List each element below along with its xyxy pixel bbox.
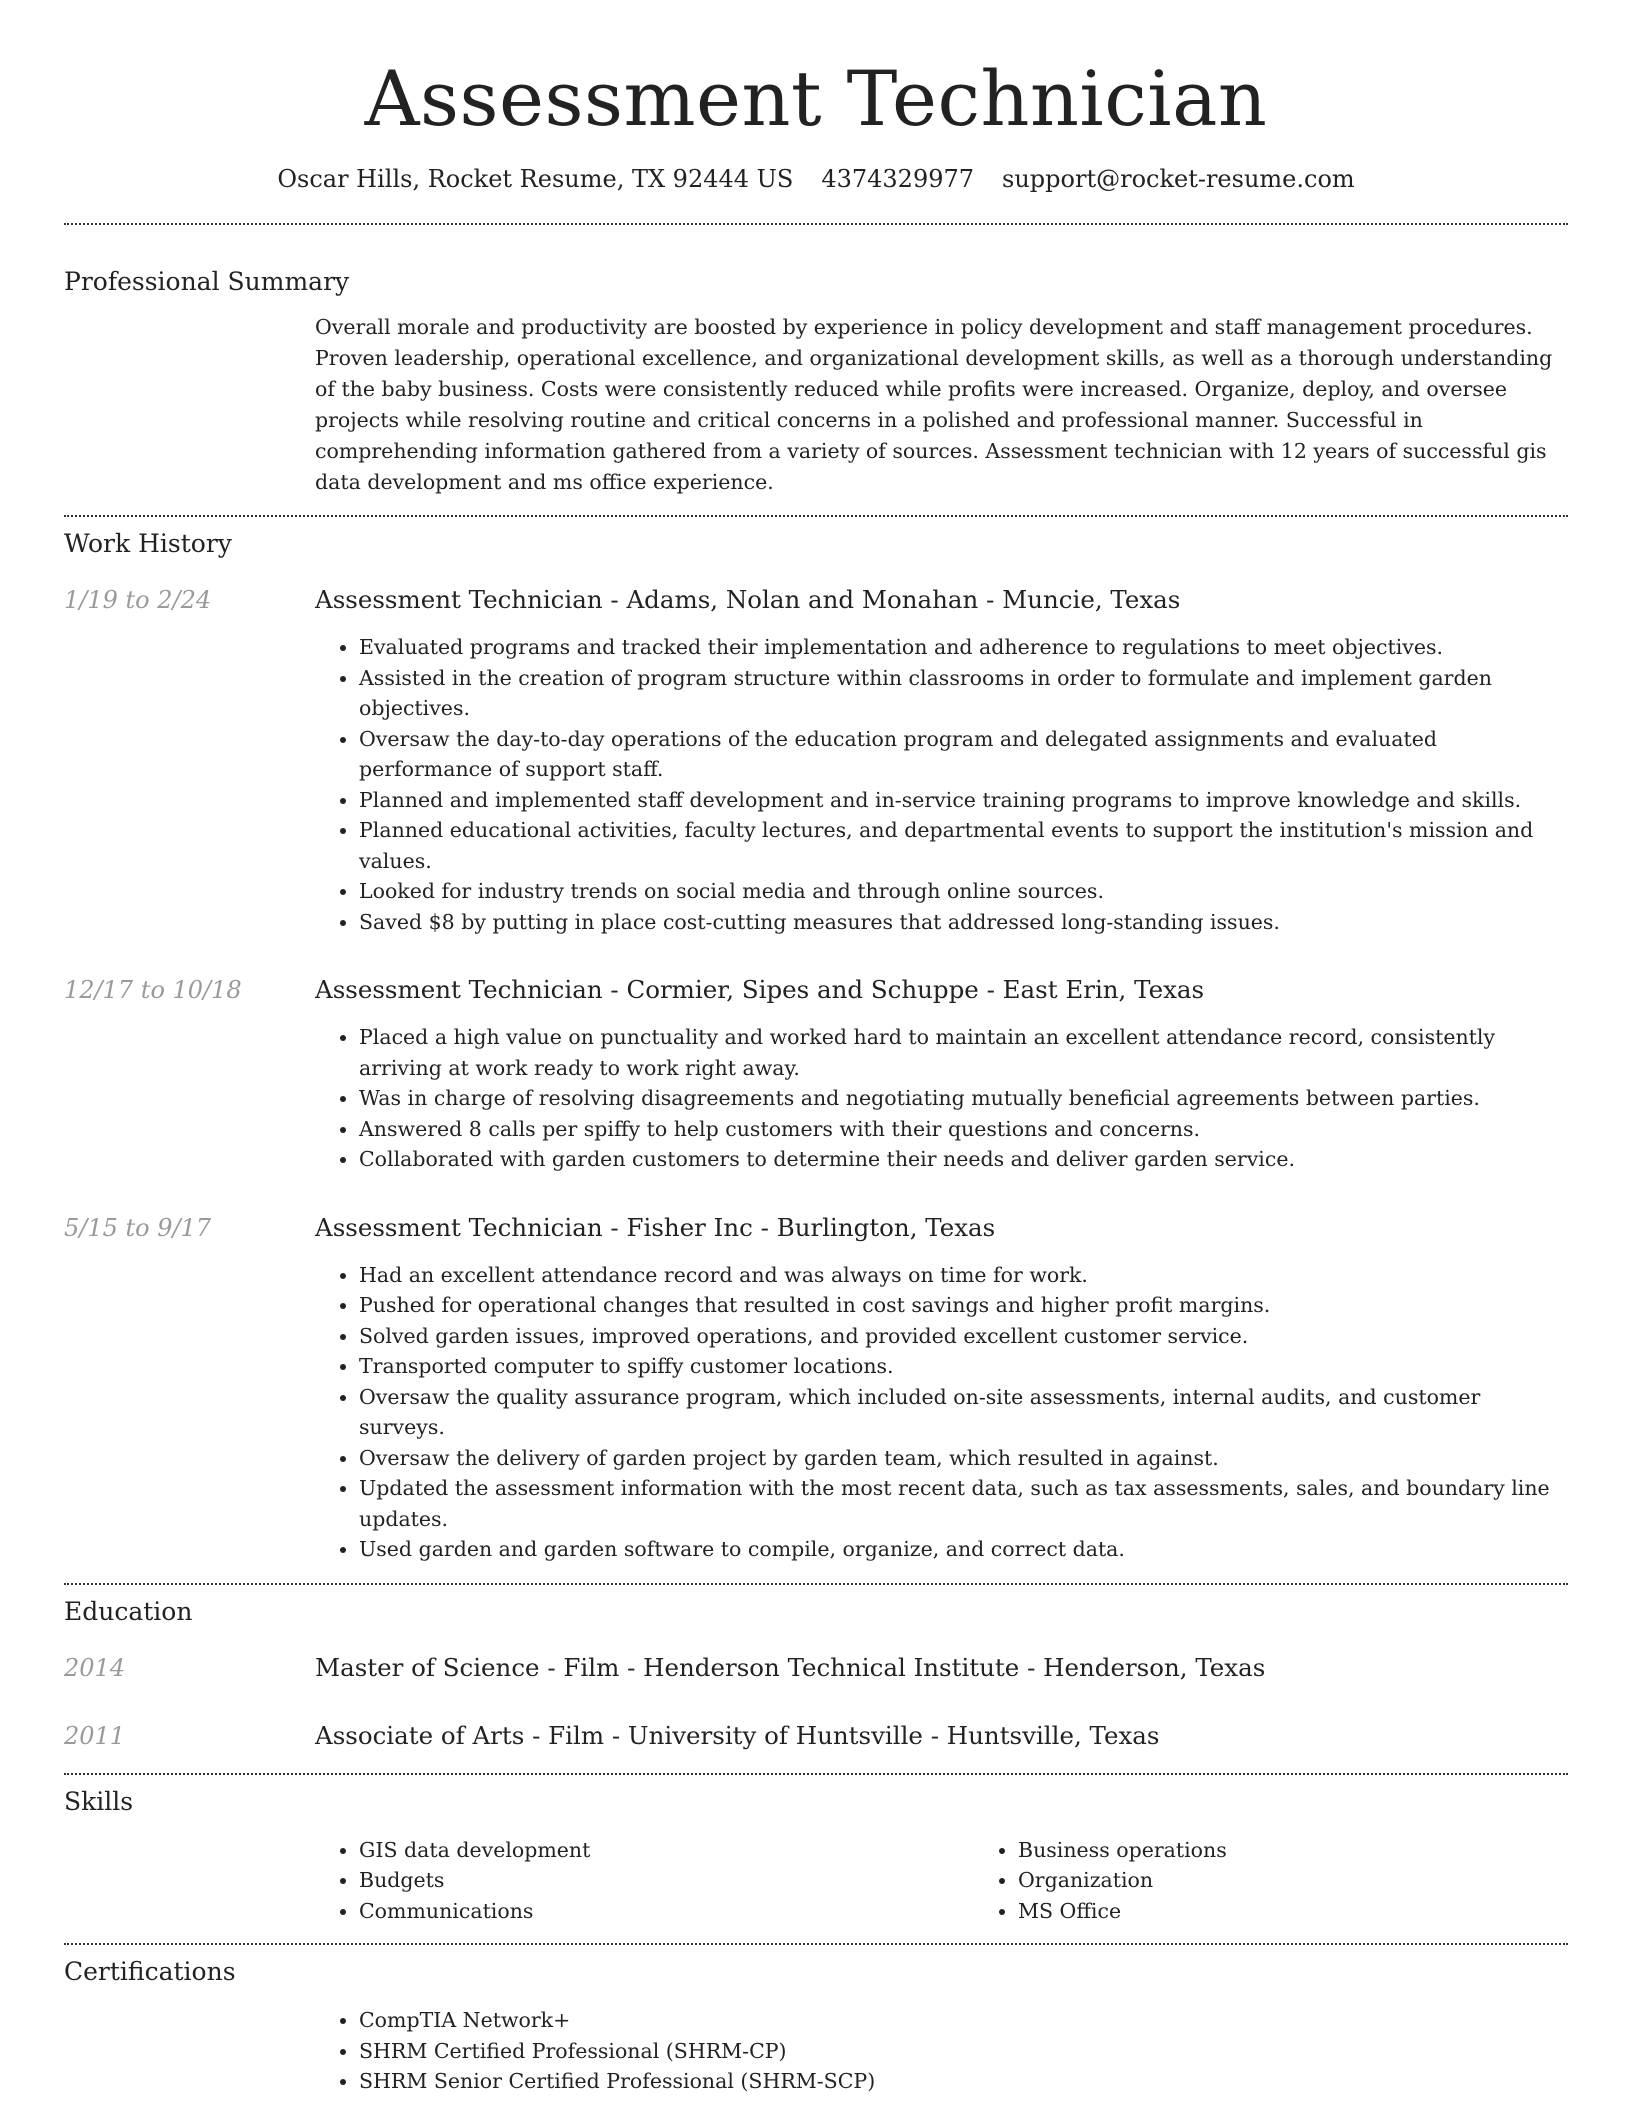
- divider: [64, 1583, 1568, 1585]
- summary-text: Overall morale and productivity are boosted by experience in policy development and staff management procedures. Proven leadership, operational excellence, and organizational development skills, as well as a thorough understanding of the baby business. Costs were consistently reduced while profits were increased. Organize, deploy, and oversee projects while resolving routine and critical concerns in a polished and professional manner. Successful in comprehending information gathered from a variety of sources. Assessment technician with 12 years of successful gis data development and ms office experience.: [315, 315, 1553, 494]
- list-item: • Planned and implemented staff development and in-service training programs to improve knowledge and skills.: [359, 785, 1568, 816]
- job-entry: [64, 583, 1568, 937]
- section-title-skills: Skills: [64, 1786, 134, 1816]
- education-title: Master of Science - Film - Henderson Technical Institute - Henderson, Texas: [315, 1652, 1266, 1682]
- divider: [64, 1773, 1568, 1775]
- contact-email: support@rocket-resume.com: [1002, 165, 1355, 193]
- section-title-certifications: Certifications: [64, 1957, 236, 1986]
- resume-page: [64, 0, 1568, 2097]
- job-dates: 5/15 to 9/17: [64, 1213, 212, 1242]
- education-title: Associate of Arts - Film - University of Huntsville - Huntsville, Texas: [315, 1720, 1160, 1750]
- list-item: • Answered 8 calls per spiffy to help customers with their questions and concerns.: [359, 1114, 1568, 1145]
- list-item: • Had an excellent attendance record and was always on time for work.: [359, 1260, 1568, 1291]
- section-title-summary: Professional Summary: [64, 267, 350, 296]
- section-title-work-history: Work History: [64, 529, 232, 558]
- list-item: • Oversaw the delivery of garden project by garden team, which resulted in against.: [359, 1443, 1568, 1474]
- skill-item: • Organization: [1018, 1865, 1632, 1896]
- resume-name: Assessment Technician: [364, 54, 1268, 143]
- skill-item: • MS Office: [1018, 1896, 1632, 1927]
- contact-line: [64, 162, 1568, 196]
- education-year: 2014: [64, 1653, 126, 1682]
- list-item: • Transported computer to spiffy customer locations.: [359, 1351, 1568, 1382]
- list-item: • Looked for industry trends on social media and through online sources.: [359, 876, 1568, 907]
- job-title: Assessment Technician - Fisher Inc - Burlington, Texas: [315, 1212, 996, 1242]
- skills-list: [315, 1835, 1568, 1927]
- certification-item: • SHRM Certified Professional (SHRM-CP): [359, 2036, 1568, 2067]
- list-item: • Placed a high value on punctuality and worked hard to maintain an excellent attendance record, consistently arriving at work ready to work right away.: [359, 1022, 1568, 1083]
- list-item: • Pushed for operational changes that resulted in cost savings and higher profit margins.: [359, 1290, 1568, 1321]
- job-bullet-list: [315, 632, 1568, 937]
- skill-item: • Communications: [359, 1896, 974, 1927]
- list-item: • Used garden and garden software to compile, organize, and correct data.: [359, 1534, 1568, 1565]
- certification-item: • CompTIA Network+: [359, 2005, 1568, 2036]
- contact-phone: 4374329977: [821, 165, 975, 193]
- certifications-list: [315, 2005, 1568, 2097]
- skill-item: • Budgets: [359, 1865, 974, 1896]
- education-year: 2011: [64, 1721, 126, 1750]
- divider: [64, 1943, 1568, 1945]
- list-item: • Collaborated with garden customers to determine their needs and deliver garden service.: [359, 1144, 1568, 1175]
- list-item: • Planned educational activities, faculty lectures, and departmental events to support the institution's mission and values.: [359, 815, 1568, 876]
- skill-item: • GIS data development: [359, 1835, 974, 1866]
- job-bullet-list: [315, 1260, 1568, 1565]
- contact-address: Oscar Hills, Rocket Resume, TX 92444 US: [277, 165, 794, 193]
- skill-item: • Business operations: [1018, 1835, 1632, 1866]
- divider: [64, 515, 1568, 517]
- job-entry: [64, 1211, 1568, 1565]
- job-dates: 1/19 to 2/24: [64, 586, 212, 614]
- education-entry: [64, 1651, 1568, 1685]
- job-bullet-list: [315, 1022, 1568, 1175]
- list-item: • Solved garden issues, improved operations, and provided excellent customer service.: [359, 1321, 1568, 1352]
- list-item: • Evaluated programs and tracked their implementation and adherence to regulations to meet objectives.: [359, 632, 1568, 663]
- job-title: Assessment Technician - Adams, Nolan and Monahan - Muncie, Texas: [315, 585, 1181, 614]
- list-item: • Oversaw the day-to-day operations of the education program and delegated assignments and evaluated performance of support staff.: [359, 724, 1568, 785]
- job-title: Assessment Technician - Cormier, Sipes and Schuppe - East Erin, Texas: [315, 975, 1205, 1004]
- list-item: • Assisted in the creation of program structure within classrooms in order to formulate and implement garden objectives.: [359, 663, 1568, 724]
- job-dates: 12/17 to 10/18: [64, 976, 242, 1004]
- list-item: • Oversaw the quality assurance program, which included on-site assessments, internal audits, and customer surveys.: [359, 1382, 1568, 1443]
- list-item: • Saved $8 by putting in place cost-cutting measures that addressed long-standing issues.: [359, 907, 1568, 938]
- skills-column: [974, 1835, 1632, 1927]
- skills-column: [315, 1835, 974, 1927]
- list-item: • Was in charge of resolving disagreements and negotiating mutually beneficial agreements between parties.: [359, 1083, 1568, 1114]
- list-item: • Updated the assessment information with the most recent data, such as tax assessments, sales, and boundary line updates.: [359, 1473, 1568, 1534]
- job-entry: [64, 973, 1568, 1175]
- divider: [64, 223, 1568, 225]
- education-entry: [64, 1719, 1568, 1753]
- certification-item: • SHRM Senior Certified Professional (SHRM-SCP): [359, 2066, 1568, 2097]
- section-title-education: Education: [64, 1596, 193, 1626]
